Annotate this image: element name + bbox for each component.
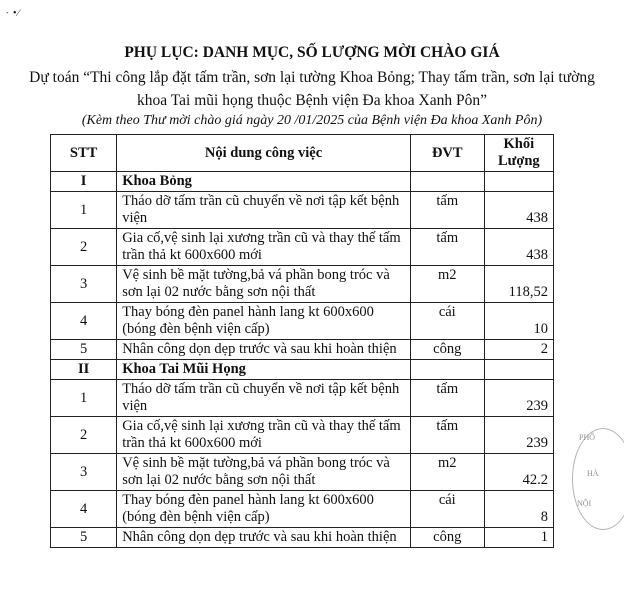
row-unit: tấm [410,192,484,229]
attachment-note: (Kèm theo Thư mời chào giá ngày 20 /01/2025 của Bệnh viện Đa khoa Xanh Pôn) [81,113,543,128]
row-qty: 438 [484,229,553,266]
table-row [51,417,554,454]
row-content: Vệ sinh bề mặt tường,bả vá phần bong tróc và sơn lại 02 nước bằng sơn nội thất [117,454,411,491]
section-name: Khoa Bỏng [117,172,411,192]
row-unit: m2 [410,454,484,491]
work-items-table [50,134,554,548]
table-row [51,380,554,417]
row-qty: 10 [484,303,553,340]
section-number: I [51,172,117,192]
row-content: Tháo dỡ tấm trần cũ chuyển về nơi tập kết bệnh viện [117,192,411,229]
section-row [51,172,554,192]
row-qty: 8 [484,491,553,528]
row-content: Tháo dỡ tấm trần cũ chuyển về nơi tập kết bệnh viện [117,380,411,417]
header-stt: STT [51,135,117,172]
table-row [51,192,554,229]
section-row [51,360,554,380]
header-unit: ĐVT [410,135,484,172]
section-unit-empty [410,172,484,192]
table-header-row [51,135,554,172]
red-stamp [572,428,624,530]
row-unit: cái [410,491,484,528]
stamp-text: HÀ [587,469,599,478]
row-unit: tấm [410,417,484,454]
stamp-text: NỘI [577,499,592,508]
row-content: Nhân công dọn dẹp trước và sau khi hoàn thiện [117,528,411,548]
row-stt: 1 [51,192,117,229]
row-qty: 1 [484,528,553,548]
row-stt: 4 [51,491,117,528]
row-stt: 1 [51,380,117,417]
row-qty: 42.2 [484,454,553,491]
row-content: Gia cố,vệ sinh lại xương trần cũ và thay thế tấm trần thả kt 600x600 mới [117,417,411,454]
corner-mark: ∙ •∕ [6,8,21,19]
section-number: II [51,360,117,380]
section-unit-empty [410,360,484,380]
section-name: Khoa Tai Mũi Họng [117,360,411,380]
row-unit: m2 [410,266,484,303]
stamp-text: PHỐ [579,433,596,442]
row-unit: tấm [410,380,484,417]
row-qty: 239 [484,380,553,417]
row-unit: công [410,340,484,360]
row-stt: 4 [51,303,117,340]
row-unit: tấm [410,229,484,266]
table-body [51,172,554,548]
row-qty: 239 [484,417,553,454]
row-stt: 3 [51,454,117,491]
section-qty-empty [484,172,553,192]
header-content: Nội dung công việc [117,135,411,172]
row-content: Vệ sinh bề mặt tường,bả vá phần bong tróc và sơn lại 02 nước bằng sơn nội thất [117,266,411,303]
table-row [51,454,554,491]
table-row [51,528,554,548]
table-row [51,266,554,303]
row-stt: 2 [51,417,117,454]
table-row [51,491,554,528]
table-row [51,229,554,266]
document-title: PHỤ LỤC: DANH MỤC, SỐ LƯỢNG MỜI CHÀO GIÁ [124,44,500,61]
row-stt: 3 [51,266,117,303]
row-stt: 5 [51,528,117,548]
row-content: Nhân công dọn dẹp trước và sau khi hoàn thiện [117,340,411,360]
document-subtitle: Dự toán “Thi công lắp đặt tấm trần, sơn lại tường Khoa Bỏng; Thay tấm trần, sơn lại tường khoa Tai mũi họng thuộc Bệnh viện Đa khoa Xanh Pôn” [29,69,595,109]
row-content: Thay bóng đèn panel hành lang kt 600x600 (bóng đèn bệnh viện cấp) [117,491,411,528]
table-row [51,340,554,360]
row-qty: 438 [484,192,553,229]
row-qty: 2 [484,340,553,360]
row-unit: cái [410,303,484,340]
row-content: Thay bóng đèn panel hành lang kt 600x600 (bóng đèn bệnh viện cấp) [117,303,411,340]
row-stt: 5 [51,340,117,360]
header-qty: Khối Lượng [484,135,553,172]
table-row [51,303,554,340]
section-qty-empty [484,360,553,380]
row-stt: 2 [51,229,117,266]
row-qty: 118,52 [484,266,553,303]
row-unit: công [410,528,484,548]
row-content: Gia cố,vệ sinh lại xương trần cũ và thay thế tấm trần thả kt 600x600 mới [117,229,411,266]
